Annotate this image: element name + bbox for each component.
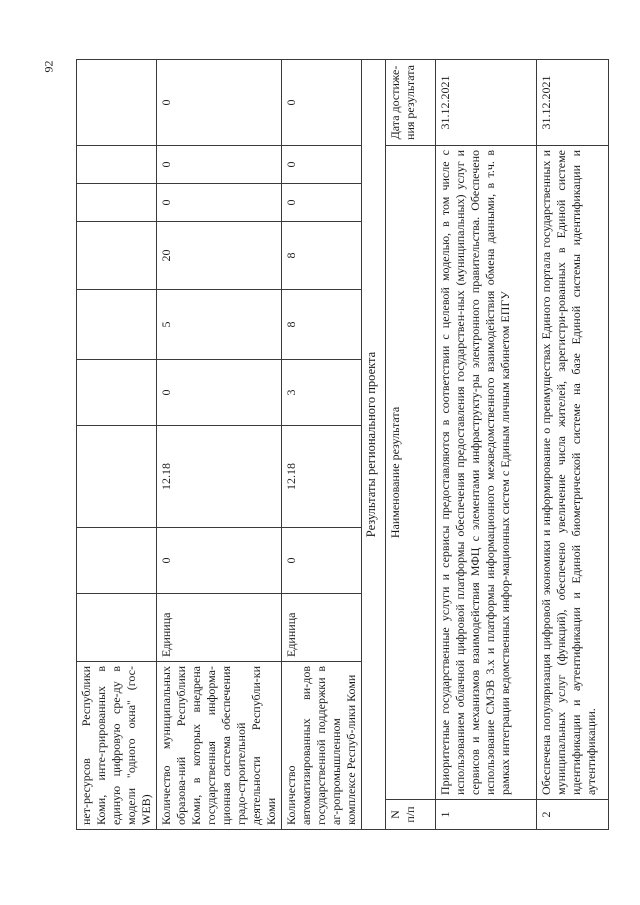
indicator-value <box>77 290 157 360</box>
indicator-value <box>77 222 157 290</box>
result-name-header: Наименование результата <box>386 146 436 800</box>
result-name: Приоритетные государственные услуги и сервисы предоставляются в соответствии с целевой моделью, в том числе с использованием облачной цифровой платформы обеспечения предоставления государствен-ных (муниципальных) услуг и сервисов и механизмов взаимодействия МФЦ с элементами инфраструкту-ры электронного правительства. Обеспечено использование СМЭВ 3.х и платформы информационного межведомственного взаимодействия обмена данными, в т.ч. в рамках интеграции ведомственных инфор-мационных систем с Единым личным кабинетом ЕПГУ <box>436 146 537 800</box>
indicator-row <box>77 60 157 830</box>
indicator-row <box>157 60 282 830</box>
indicator-value: 0 <box>282 184 362 222</box>
result-number: 2 <box>537 800 609 830</box>
page-number: 92 <box>41 60 56 73</box>
indicator-value: 0 <box>282 146 362 184</box>
indicator-value: 12.18 <box>157 426 282 528</box>
indicator-value: 3 <box>282 360 362 426</box>
indicator-value: 20 <box>157 222 282 290</box>
indicator-value <box>77 60 157 146</box>
indicator-value <box>77 528 157 594</box>
indicator-unit: Единица <box>157 594 282 662</box>
indicator-value <box>77 146 157 184</box>
indicator-value: 0 <box>157 146 282 184</box>
result-row <box>436 59 537 829</box>
result-row <box>537 59 609 829</box>
indicator-value: 0 <box>282 528 362 594</box>
indicator-unit <box>77 594 157 662</box>
results-table <box>361 59 609 830</box>
indicator-value: 12.18 <box>282 426 362 528</box>
indicator-name: нет-ресурсов Республики Коми, инте-грированных в единую цифровую сре-ду в модели "одного окна" (гос-WEB) <box>77 662 157 830</box>
indicator-value: 0 <box>157 60 282 146</box>
indicator-value: 0 <box>157 360 282 426</box>
indicator-name: Количество муниципальных образова-ний Республики Коми, в которых внедрена государственная информа-ционная система обеспечения градо-строительной деятельности Республи-ки Коми <box>157 662 282 830</box>
indicator-value: 5 <box>157 290 282 360</box>
result-date: 31.12.2021 <box>436 59 537 145</box>
result-date-header: Дата достиже-ния результата <box>386 59 436 145</box>
results-header-row <box>386 59 436 829</box>
rotated-content <box>76 60 598 830</box>
indicator-unit: Единица <box>282 594 362 662</box>
indicator-value: 0 <box>157 184 282 222</box>
indicator-value: 0 <box>157 528 282 594</box>
result-number: 1 <box>436 800 537 830</box>
indicator-value: 0 <box>282 60 362 146</box>
indicator-value <box>77 360 157 426</box>
result-name: Обеспечена популяризация цифровой экономики и информирование о преимуществах Единого портала государственных и муниципальных услуг (функций), обеспечено увеличение числа жителей, зарегистри-рованных в Единой системе идентификации и аутентификации и Единой биометрической системе на базе Единой системы идентификации и аутентификации. <box>537 146 609 800</box>
indicator-value <box>77 184 157 222</box>
results-section-title: Результаты регионального проекта <box>362 59 386 829</box>
number-header: N п/п <box>386 800 436 830</box>
indicator-value: 8 <box>282 290 362 360</box>
results-section-title-row <box>362 59 386 829</box>
indicator-value: 8 <box>282 222 362 290</box>
indicators-table <box>76 59 362 830</box>
indicator-row <box>282 60 362 830</box>
indicator-value <box>77 426 157 528</box>
result-date: 31.12.2021 <box>537 59 609 145</box>
indicator-name: Количество автоматизированных ви-дов государственной поддержки в аг-ропромышленном комплексе Респуб-лики Коми <box>282 662 362 830</box>
